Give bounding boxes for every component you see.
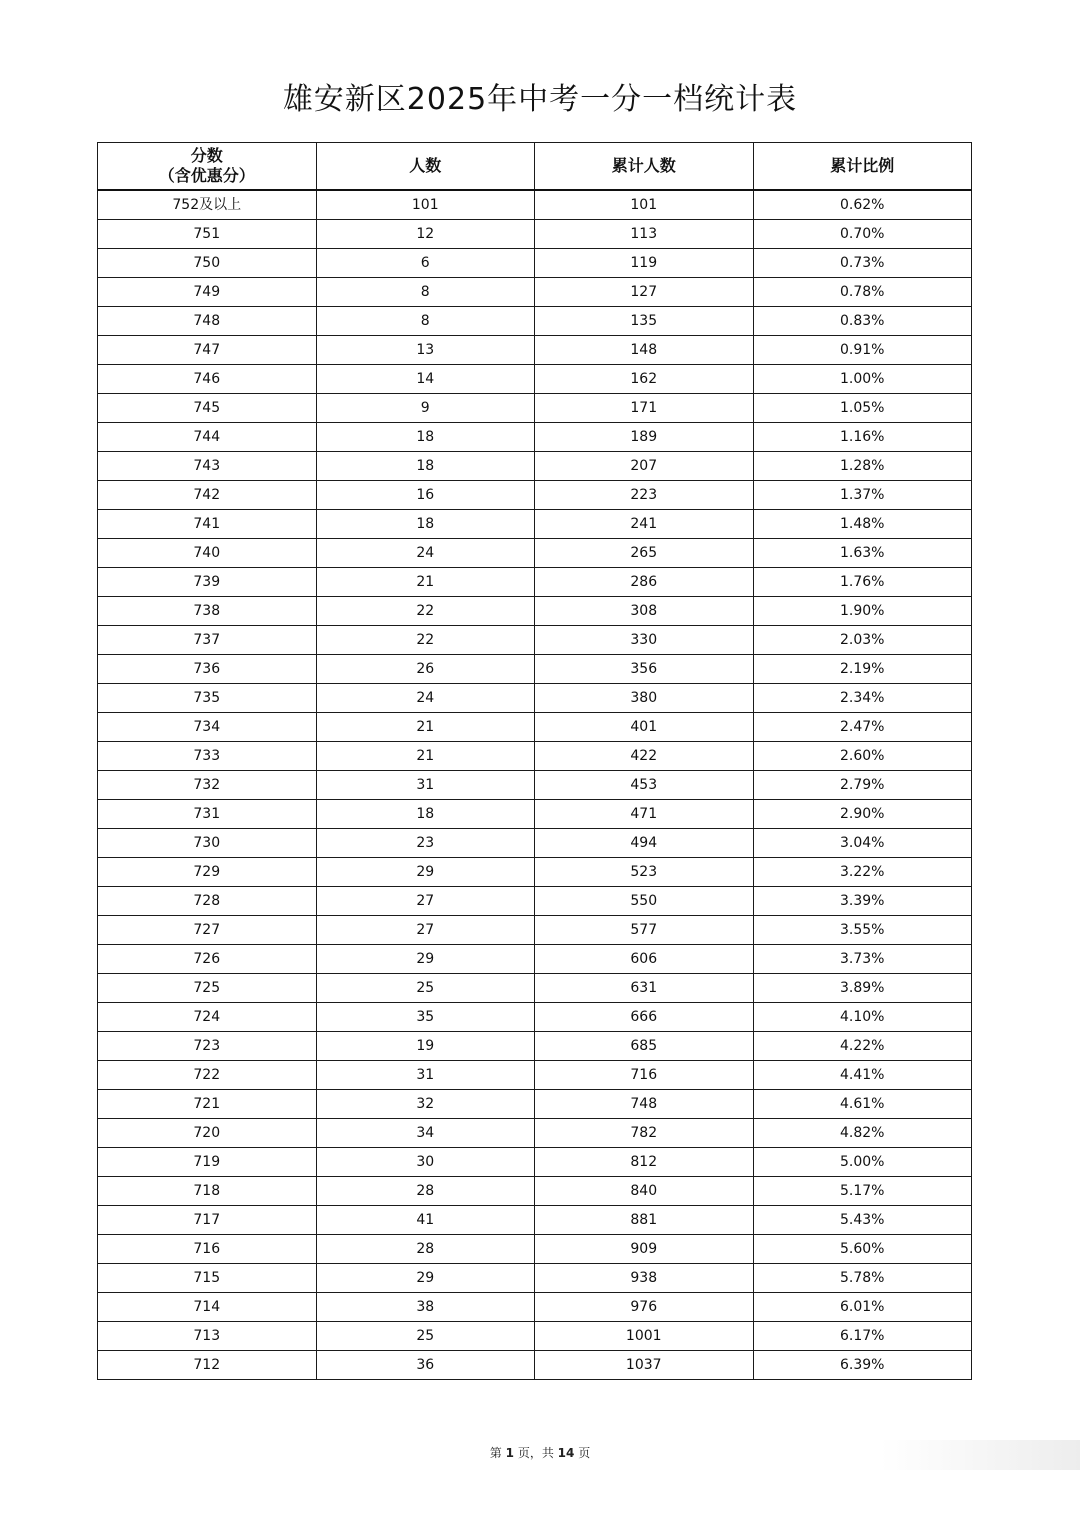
table-row (98, 481, 972, 510)
cell-count: 36 (316, 1351, 535, 1380)
cell-score: 725 (98, 974, 317, 1003)
page-title: 雄安新区2025年中考一分一档统计表 (282, 82, 798, 117)
cell-cumulative-ratio: 2.34% (753, 684, 972, 713)
cell-score: 717 (98, 1206, 317, 1235)
footer-suffix: 页 (578, 1446, 591, 1460)
cell-cumulative-count: 189 (535, 423, 754, 452)
cell-score: 746 (98, 365, 317, 394)
cell-count: 27 (316, 916, 535, 945)
cell-cumulative-count: 207 (535, 452, 754, 481)
cell-cumulative-count: 1001 (535, 1322, 754, 1351)
cell-score: 712 (98, 1351, 317, 1380)
cell-score: 736 (98, 655, 317, 684)
cell-cumulative-ratio: 1.63% (753, 539, 972, 568)
table-row (98, 1206, 972, 1235)
score-distribution-table (97, 142, 972, 1380)
cell-cumulative-ratio: 1.37% (753, 481, 972, 510)
cell-cumulative-ratio: 6.01% (753, 1293, 972, 1322)
cell-cumulative-ratio: 3.04% (753, 829, 972, 858)
cell-score: 740 (98, 539, 317, 568)
cell-cumulative-count: 976 (535, 1293, 754, 1322)
cell-score: 719 (98, 1148, 317, 1177)
table-row (98, 1119, 972, 1148)
cell-count: 32 (316, 1090, 535, 1119)
cell-score: 748 (98, 307, 317, 336)
header-cumulative-ratio: 累计比例 (753, 143, 972, 191)
cell-cumulative-count: 631 (535, 974, 754, 1003)
cell-score: 726 (98, 945, 317, 974)
cell-cumulative-count: 494 (535, 829, 754, 858)
scan-shadow (880, 1440, 1080, 1470)
table-row (98, 394, 972, 423)
cell-cumulative-ratio: 4.22% (753, 1032, 972, 1061)
cell-cumulative-count: 471 (535, 800, 754, 829)
cell-cumulative-count: 148 (535, 336, 754, 365)
cell-cumulative-count: 308 (535, 597, 754, 626)
table-row (98, 887, 972, 916)
footer-prefix: 第 (489, 1446, 502, 1460)
table-row (98, 1032, 972, 1061)
footer-middle: 页，共 (517, 1446, 554, 1460)
cell-count: 30 (316, 1148, 535, 1177)
cell-cumulative-ratio: 1.28% (753, 452, 972, 481)
cell-cumulative-count: 812 (535, 1148, 754, 1177)
cell-cumulative-count: 716 (535, 1061, 754, 1090)
cell-cumulative-count: 113 (535, 220, 754, 249)
cell-cumulative-ratio: 3.73% (753, 945, 972, 974)
table-header-row (98, 143, 972, 191)
cell-score: 750 (98, 249, 317, 278)
cell-cumulative-count: 782 (535, 1119, 754, 1148)
table-row (98, 510, 972, 539)
cell-cumulative-count: 909 (535, 1235, 754, 1264)
cell-cumulative-count: 666 (535, 1003, 754, 1032)
cell-score: 718 (98, 1177, 317, 1206)
cell-cumulative-ratio: 5.78% (753, 1264, 972, 1293)
cell-cumulative-ratio: 2.19% (753, 655, 972, 684)
cell-score: 728 (98, 887, 317, 916)
table-row (98, 220, 972, 249)
cell-count: 101 (316, 190, 535, 220)
cell-score: 751 (98, 220, 317, 249)
table-row (98, 423, 972, 452)
cell-score: 739 (98, 568, 317, 597)
cell-score: 745 (98, 394, 317, 423)
table-row (98, 452, 972, 481)
cell-cumulative-count: 380 (535, 684, 754, 713)
cell-cumulative-ratio: 6.39% (753, 1351, 972, 1380)
cell-count: 18 (316, 452, 535, 481)
cell-count: 6 (316, 249, 535, 278)
header-score (98, 143, 317, 191)
cell-cumulative-ratio: 0.91% (753, 336, 972, 365)
cell-count: 16 (316, 481, 535, 510)
table-row (98, 190, 972, 220)
cell-cumulative-ratio: 1.90% (753, 597, 972, 626)
table-row (98, 1293, 972, 1322)
cell-score: 735 (98, 684, 317, 713)
cell-cumulative-count: 119 (535, 249, 754, 278)
header-score-label: 分数 (190, 146, 223, 165)
cell-score: 734 (98, 713, 317, 742)
cell-count: 28 (316, 1177, 535, 1206)
cell-score: 721 (98, 1090, 317, 1119)
cell-score: 738 (98, 597, 317, 626)
cell-score: 724 (98, 1003, 317, 1032)
cell-cumulative-ratio: 3.89% (753, 974, 972, 1003)
header-cumulative-count: 累计人数 (535, 143, 754, 191)
cell-cumulative-ratio: 3.39% (753, 887, 972, 916)
cell-score: 714 (98, 1293, 317, 1322)
cell-cumulative-count: 577 (535, 916, 754, 945)
cell-score: 716 (98, 1235, 317, 1264)
cell-score: 727 (98, 916, 317, 945)
cell-count: 21 (316, 713, 535, 742)
table-row (98, 336, 972, 365)
cell-score: 715 (98, 1264, 317, 1293)
cell-score: 752及以上 (98, 190, 317, 220)
cell-count: 34 (316, 1119, 535, 1148)
table-row (98, 974, 972, 1003)
cell-count: 25 (316, 974, 535, 1003)
cell-cumulative-ratio: 0.78% (753, 278, 972, 307)
cell-count: 18 (316, 800, 535, 829)
cell-count: 8 (316, 278, 535, 307)
cell-cumulative-count: 127 (535, 278, 754, 307)
table-row (98, 307, 972, 336)
cell-cumulative-count: 286 (535, 568, 754, 597)
table-row (98, 771, 972, 800)
cell-cumulative-ratio: 5.00% (753, 1148, 972, 1177)
cell-count: 31 (316, 1061, 535, 1090)
cell-score: 733 (98, 742, 317, 771)
table-row (98, 858, 972, 887)
cell-cumulative-count: 453 (535, 771, 754, 800)
cell-count: 26 (316, 655, 535, 684)
cell-count: 29 (316, 945, 535, 974)
cell-cumulative-ratio: 2.60% (753, 742, 972, 771)
cell-count: 35 (316, 1003, 535, 1032)
cell-score: 749 (98, 278, 317, 307)
cell-cumulative-ratio: 1.05% (753, 394, 972, 423)
cell-cumulative-count: 162 (535, 365, 754, 394)
table-row (98, 916, 972, 945)
cell-cumulative-ratio: 0.73% (753, 249, 972, 278)
table-row (98, 684, 972, 713)
cell-cumulative-count: 606 (535, 945, 754, 974)
cell-cumulative-ratio: 4.82% (753, 1119, 972, 1148)
cell-cumulative-ratio: 2.90% (753, 800, 972, 829)
cell-count: 27 (316, 887, 535, 916)
cell-count: 24 (316, 539, 535, 568)
cell-score: 722 (98, 1061, 317, 1090)
cell-cumulative-count: 401 (535, 713, 754, 742)
header-count: 人数 (316, 143, 535, 191)
table-row (98, 1148, 972, 1177)
cell-cumulative-ratio: 0.62% (753, 190, 972, 220)
table-row (98, 1177, 972, 1206)
cell-count: 8 (316, 307, 535, 336)
table-row (98, 249, 972, 278)
cell-cumulative-count: 840 (535, 1177, 754, 1206)
cell-cumulative-ratio: 1.76% (753, 568, 972, 597)
cell-cumulative-count: 356 (535, 655, 754, 684)
cell-cumulative-ratio: 0.83% (753, 307, 972, 336)
table-row (98, 800, 972, 829)
cell-cumulative-ratio: 4.61% (753, 1090, 972, 1119)
cell-count: 12 (316, 220, 535, 249)
footer-total-pages: 14 (557, 1446, 575, 1460)
cell-count: 18 (316, 423, 535, 452)
table-row (98, 1235, 972, 1264)
cell-cumulative-count: 265 (535, 539, 754, 568)
cell-count: 23 (316, 829, 535, 858)
cell-cumulative-ratio: 1.48% (753, 510, 972, 539)
cell-count: 28 (316, 1235, 535, 1264)
cell-score: 737 (98, 626, 317, 655)
table-row (98, 365, 972, 394)
table-row (98, 1061, 972, 1090)
cell-score: 747 (98, 336, 317, 365)
header-score-note: （含优惠分） (158, 166, 255, 185)
cell-cumulative-ratio: 4.41% (753, 1061, 972, 1090)
cell-count: 21 (316, 742, 535, 771)
table-row (98, 1090, 972, 1119)
table-row (98, 829, 972, 858)
table-row (98, 1264, 972, 1293)
cell-count: 19 (316, 1032, 535, 1061)
cell-score: 730 (98, 829, 317, 858)
cell-count: 29 (316, 858, 535, 887)
cell-cumulative-ratio: 0.70% (753, 220, 972, 249)
cell-count: 13 (316, 336, 535, 365)
cell-score: 731 (98, 800, 317, 829)
cell-cumulative-count: 748 (535, 1090, 754, 1119)
table-row (98, 626, 972, 655)
cell-count: 31 (316, 771, 535, 800)
table-row (98, 597, 972, 626)
cell-score: 742 (98, 481, 317, 510)
cell-count: 22 (316, 597, 535, 626)
table-row (98, 945, 972, 974)
table-body (98, 190, 972, 1380)
table-row (98, 713, 972, 742)
cell-count: 41 (316, 1206, 535, 1235)
cell-score: 729 (98, 858, 317, 887)
cell-score: 741 (98, 510, 317, 539)
cell-cumulative-ratio: 2.03% (753, 626, 972, 655)
table-row (98, 742, 972, 771)
cell-cumulative-count: 685 (535, 1032, 754, 1061)
cell-cumulative-ratio: 1.16% (753, 423, 972, 452)
cell-cumulative-ratio: 5.43% (753, 1206, 972, 1235)
cell-cumulative-count: 523 (535, 858, 754, 887)
cell-cumulative-ratio: 2.47% (753, 713, 972, 742)
cell-score: 720 (98, 1119, 317, 1148)
cell-cumulative-count: 101 (535, 190, 754, 220)
table-row (98, 1322, 972, 1351)
cell-count: 21 (316, 568, 535, 597)
table-row (98, 539, 972, 568)
cell-score: 713 (98, 1322, 317, 1351)
cell-cumulative-count: 330 (535, 626, 754, 655)
cell-cumulative-count: 241 (535, 510, 754, 539)
cell-cumulative-count: 1037 (535, 1351, 754, 1380)
cell-cumulative-ratio: 1.00% (753, 365, 972, 394)
cell-cumulative-count: 171 (535, 394, 754, 423)
cell-count: 18 (316, 510, 535, 539)
cell-cumulative-ratio: 6.17% (753, 1322, 972, 1351)
table-row (98, 278, 972, 307)
cell-score: 732 (98, 771, 317, 800)
cell-count: 29 (316, 1264, 535, 1293)
cell-cumulative-count: 223 (535, 481, 754, 510)
cell-cumulative-count: 550 (535, 887, 754, 916)
cell-cumulative-count: 422 (535, 742, 754, 771)
cell-score: 723 (98, 1032, 317, 1061)
cell-score: 744 (98, 423, 317, 452)
cell-cumulative-ratio: 3.22% (753, 858, 972, 887)
cell-count: 9 (316, 394, 535, 423)
cell-count: 25 (316, 1322, 535, 1351)
footer-page-number: 1 (505, 1446, 514, 1460)
cell-cumulative-count: 881 (535, 1206, 754, 1235)
cell-cumulative-ratio: 5.60% (753, 1235, 972, 1264)
cell-count: 22 (316, 626, 535, 655)
cell-cumulative-ratio: 4.10% (753, 1003, 972, 1032)
table-row (98, 1003, 972, 1032)
cell-cumulative-ratio: 3.55% (753, 916, 972, 945)
cell-cumulative-count: 938 (535, 1264, 754, 1293)
cell-count: 14 (316, 365, 535, 394)
table-row (98, 568, 972, 597)
cell-cumulative-ratio: 2.79% (753, 771, 972, 800)
cell-cumulative-ratio: 5.17% (753, 1177, 972, 1206)
cell-count: 38 (316, 1293, 535, 1322)
cell-score: 743 (98, 452, 317, 481)
cell-cumulative-count: 135 (535, 307, 754, 336)
table-row (98, 1351, 972, 1380)
cell-count: 24 (316, 684, 535, 713)
table-row (98, 655, 972, 684)
